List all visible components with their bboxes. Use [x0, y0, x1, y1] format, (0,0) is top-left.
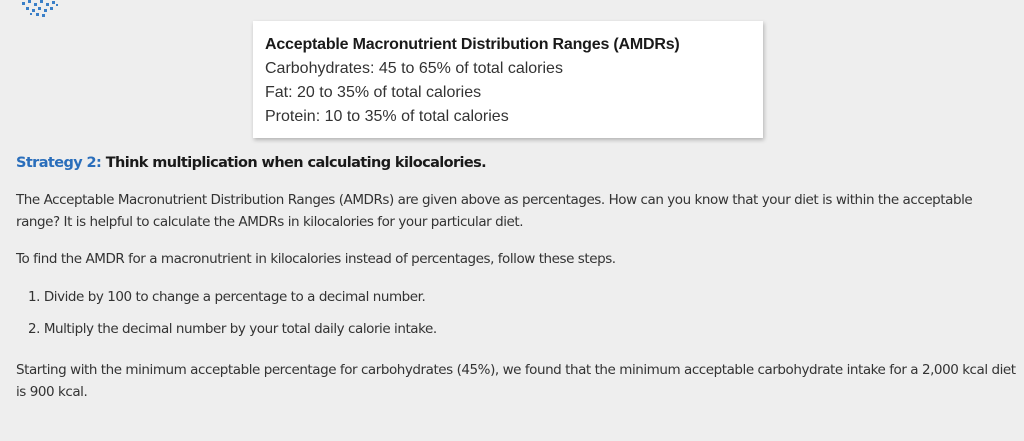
conclusion-paragraph: Starting with the minimum acceptable percentage for carbohydrates (45%), we found that the minimum acceptable carbohydrate intake for a 2,000 kcal diet is 900 kcal.	[16, 362, 1016, 400]
strategy-text: Think multiplication when calculating kilocalories.	[105, 155, 487, 171]
strategy-heading	[16, 155, 486, 171]
step-item-multiply: 2. Multiply the decimal number by your total daily calorie intake.	[28, 321, 437, 337]
amdr-protein-line: Protein: 10 to 35% of total calories	[265, 108, 509, 125]
intro-paragraph: The Acceptable Macronutrient Distribution Ranges (AMDRs) are given above as percentages. How can you know that your diet is within the acceptable range? It is helpful to calculate the AMDRs in kilocalories for your particular diet.	[16, 192, 973, 230]
step-item-divide: 1. Divide by 100 to change a percentage to a decimal number.	[28, 289, 426, 305]
strategy-label: Strategy 2:	[16, 155, 102, 171]
steps-list	[28, 286, 437, 350]
amdr-carbohydrates-line: Carbohydrates: 45 to 65% of total calories	[265, 60, 563, 77]
amdr-info-box	[253, 21, 763, 138]
blue-dots-logo-icon	[18, 0, 62, 20]
amdr-box-title: Acceptable Macronutrient Distribution Ranges (AMDRs)	[265, 36, 680, 53]
amdr-fat-line: Fat: 20 to 35% of total calories	[265, 84, 482, 101]
steps-intro-paragraph: To find the AMDR for a macronutrient in kilocalories instead of percentages, follow these steps.	[16, 251, 616, 267]
